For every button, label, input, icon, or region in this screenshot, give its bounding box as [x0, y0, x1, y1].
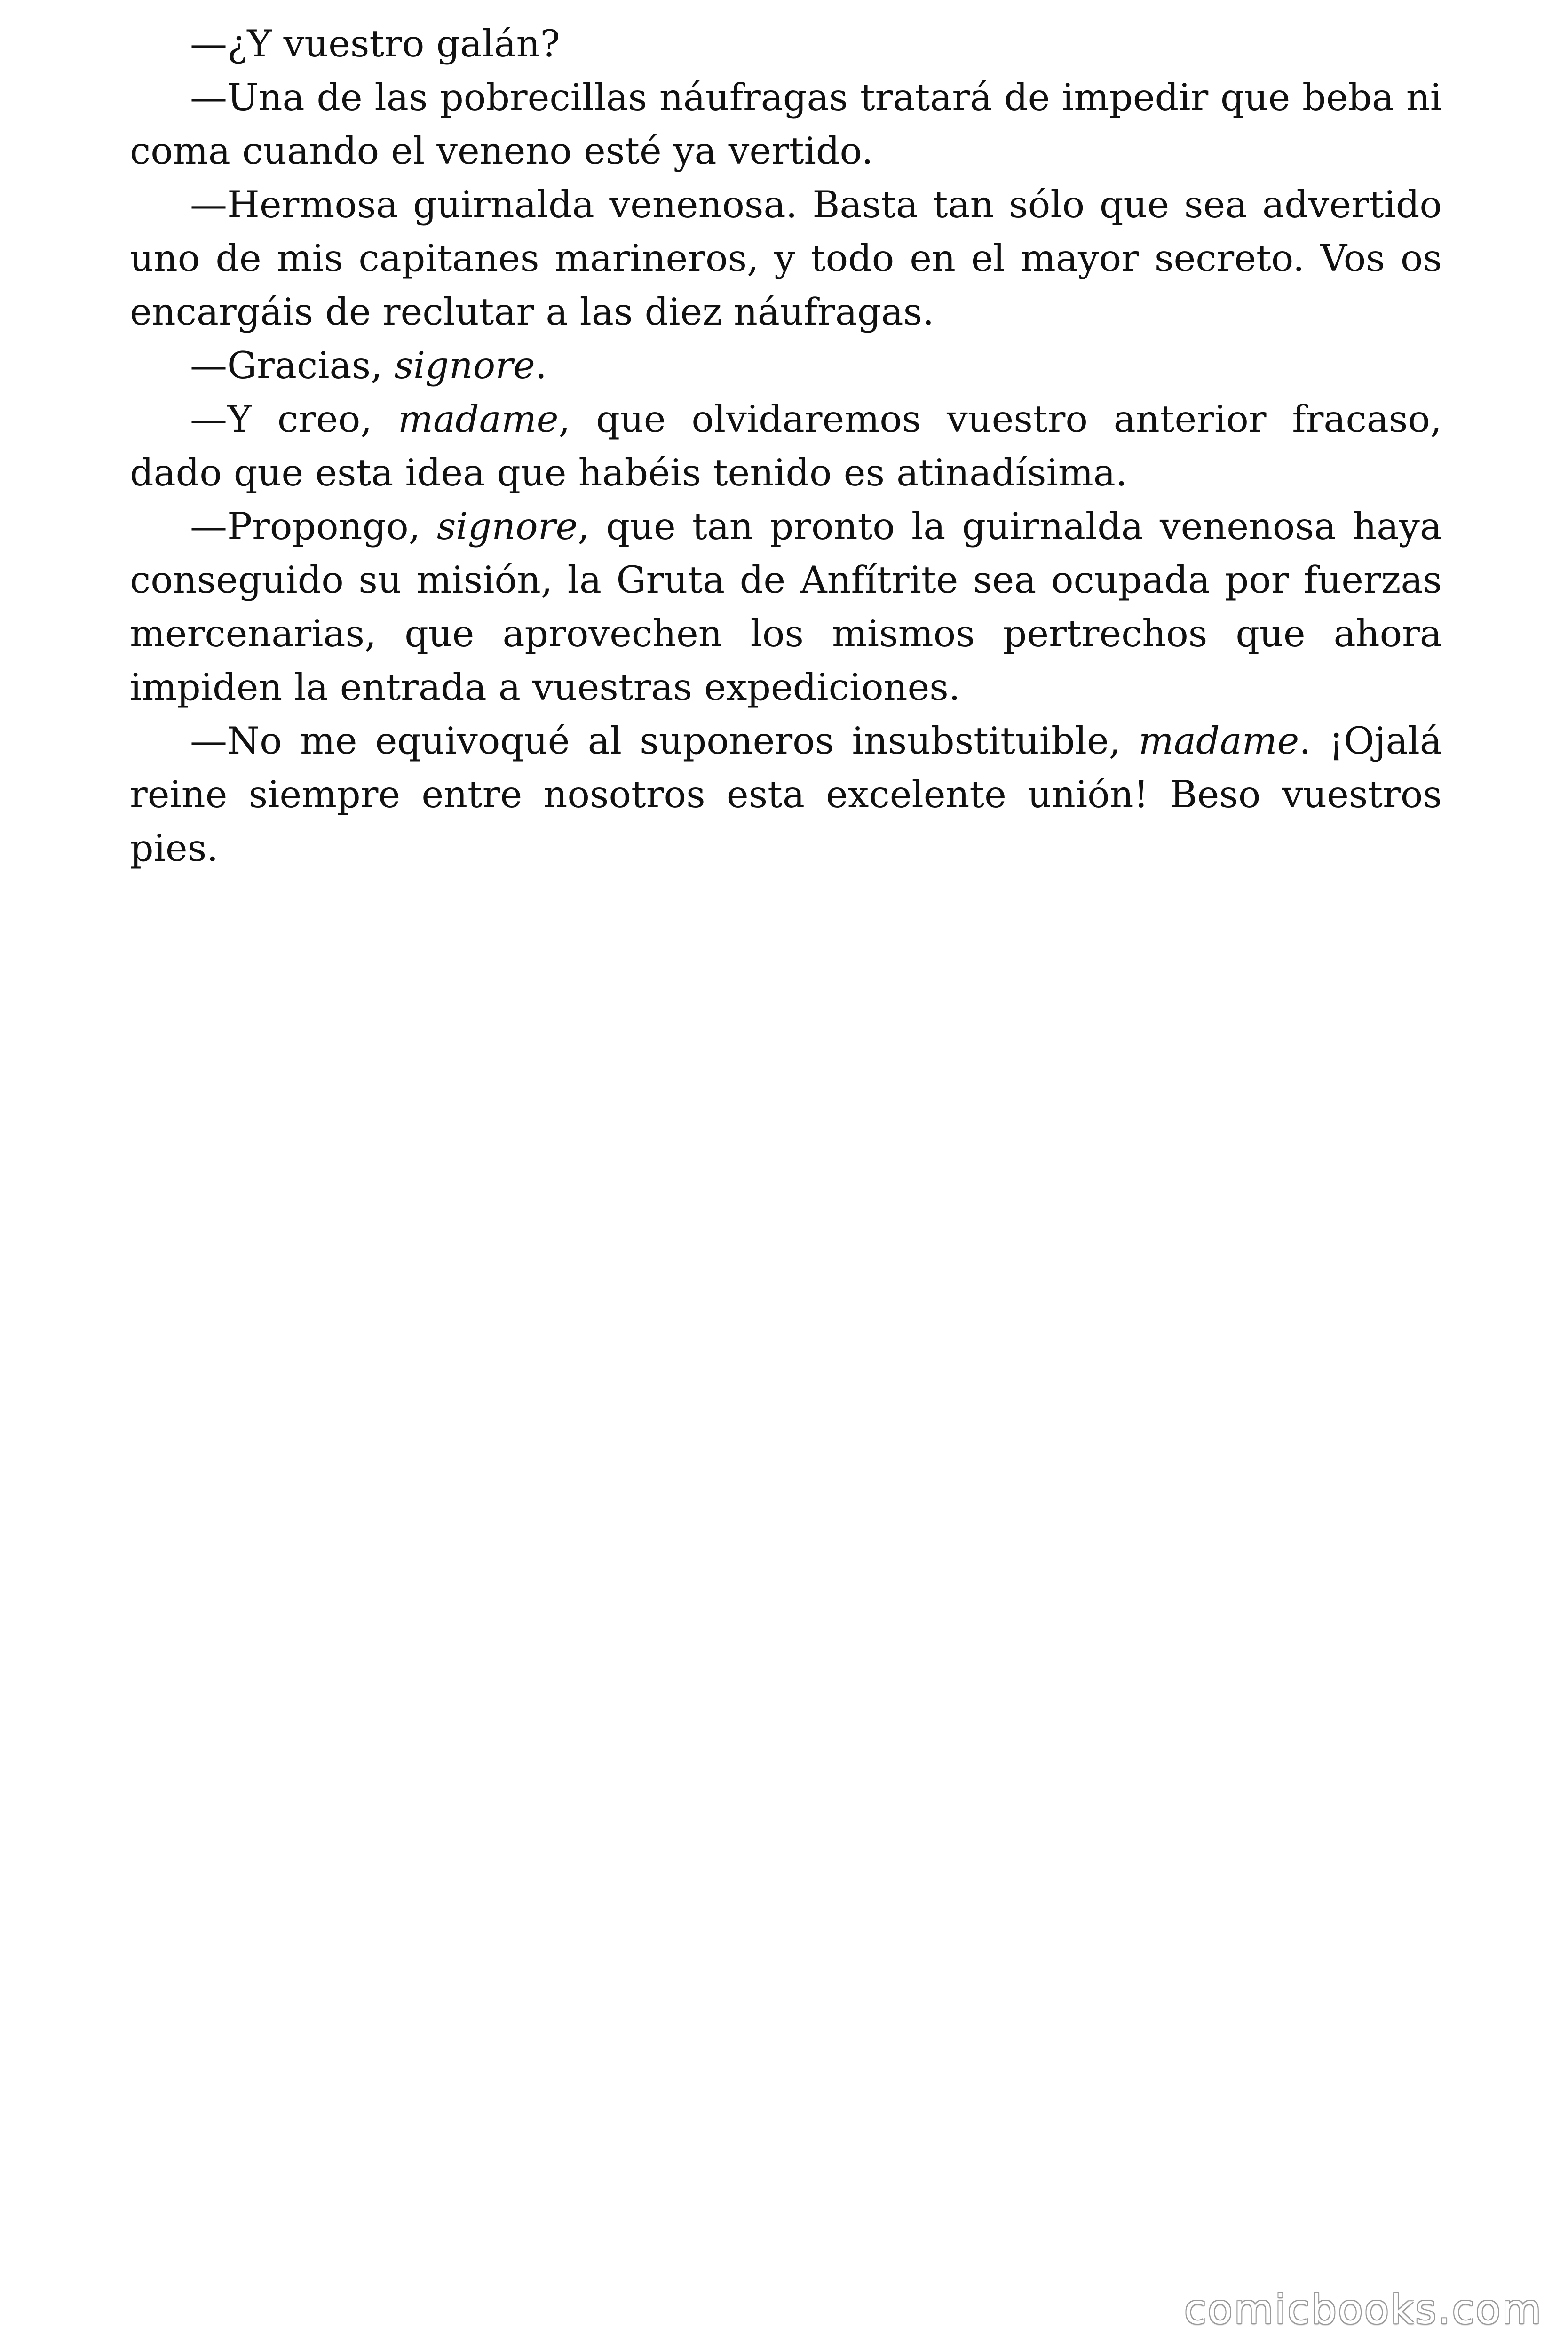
text-run: , que tan pronto la guirnalda venenosa haya conseguido su misión, la Gruta de Anfítrite sea ocupada por fuerzas mercenarias, que aprovechen los mismos pertrechos que ahora impiden la entrada a vuestras expediciones.	[130, 505, 1442, 709]
paragraph-7	[130, 714, 1442, 875]
italic-text-run: madame	[1138, 719, 1299, 763]
text-run: —¿Y vuestro galán?	[190, 22, 560, 65]
paragraph-4	[130, 339, 1442, 392]
italic-text-run: signore	[394, 344, 535, 387]
paragraph-3	[130, 178, 1442, 339]
italic-text-run: signore	[436, 505, 578, 548]
body-text	[130, 17, 1442, 875]
text-run: —Hermosa guirnalda venenosa. Basta tan sólo que sea advertido uno de mis capitanes marineros, y todo en el mayor secreto. Vos os encargáis de reclutar a las diez náufragas.	[130, 183, 1442, 334]
paragraph-2	[130, 71, 1442, 178]
italic-text-run: madame	[398, 397, 559, 441]
text-run: . ¡Ojalá reine siempre entre nosotros esta excelente unión! Beso vuestros pies.	[130, 719, 1442, 870]
watermark: comicbooks.com	[1184, 2286, 1543, 2333]
text-run: —Y creo,	[190, 397, 398, 441]
text-run: —Propongo,	[190, 505, 437, 548]
text-run: —No me equivoqué al suponeros insubstituible,	[190, 719, 1139, 763]
paragraph-5	[130, 392, 1442, 500]
text-run: —Una de las pobrecillas náufragas tratará de impedir que beba ni coma cuando el veneno esté ya vertido.	[130, 76, 1442, 173]
text-run: .	[535, 344, 547, 387]
paragraph-6	[130, 500, 1442, 714]
text-run: , que olvidaremos vuestro anterior fracaso, dado que esta idea que habéis tenido es atinadísima.	[130, 397, 1442, 494]
text-run: —Gracias,	[190, 344, 395, 387]
paragraph-1	[130, 17, 1442, 71]
